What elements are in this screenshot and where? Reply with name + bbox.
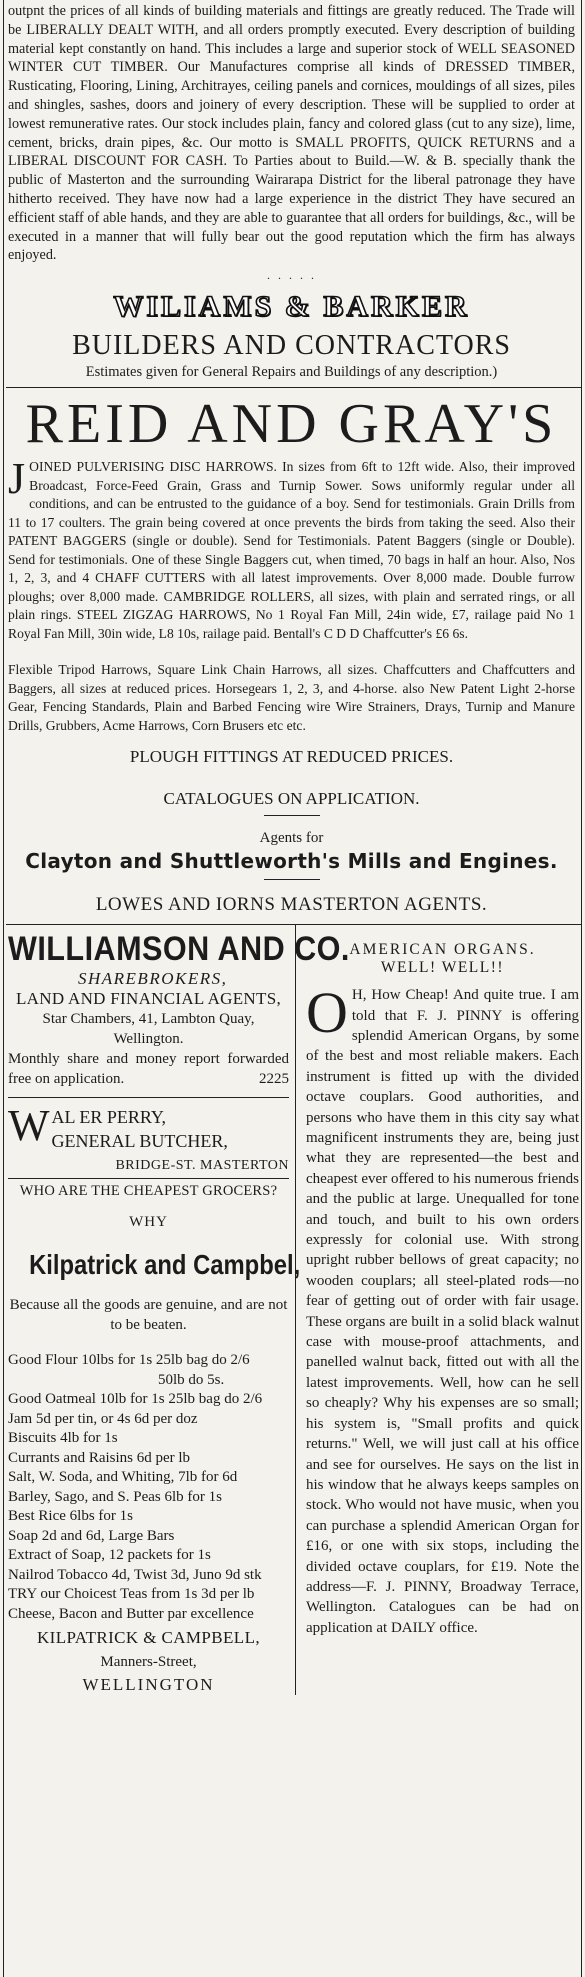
price-item: Soap 2d and 6d, Large Bars — [8, 1527, 175, 1544]
tripod-paragraph: Flexible Tripod Harrows, Square Link Chain Harrows, all sizes. Chaffcutters and Chaffcutters and Baggers, all sizes at reduced prices. Horsegears 1, 2, 3, and 4-horse. also New Patent Light 2-horse Gear, Fencing Standards, Plain and Barbed Fencing wire Wire Strainers, Drays, Turnip and Manure Drills, Grubbers, Acme Harrows, Corn Brusers etc etc. — [8, 662, 575, 733]
harrows-paragraph: OINED PULVERISING DISC HARROWS. In sizes from 6ft to 12ft wide. Also, their improved Broadcast, Force-Feed Grain, Grass and Turnip Sower. Sows uniformly regular under all conditions, and can be entrusted to the guidance of a boy. Send for testimonials. Grain Drills from 11 to 17 coulters. The grain being covered at once prevents the birds from taking the seed. Also their PATENT BAGGERS (single or double). Send for Testimonials. Patent Baggers (single or Double). Send for testimonials. One of these Single Baggers cut, when timed, 70 bags in half an hour. Also, Nos 1, 2, 3, and 4 CHAFF CUTTERS with all latest improvements. Over 8,000 made. Double furrow ploughs; over 8,000 made. CAMBRIDGE ROLLERS, all sizes, with plain and serrated rings, or all plain rings. STEEL ZIGZAG HARROWS, No 1 Royal Fan Mill, 24in wide, £7, railage paid No 1 Royal Fan Mill, 30in wide, L8 10s, railage paid. Bentall's C D D Chaffcutter's £6 6s. — [8, 459, 575, 641]
left-border-rule — [3, 0, 4, 1977]
lowes-iorns-line: LOWES AND IORNS MASTERTON AGENTS. — [95, 894, 488, 916]
sharebrokers-line: SHAREBROKERS, — [78, 969, 228, 989]
grocers-name: Kilpatrick and Campbel, — [29, 1249, 301, 1281]
price-item: Extract of Soap, 12 packets for 1s — [8, 1547, 211, 1564]
price-item: Good Flour 10lbs for 1s 25lb bag do 2/6 — [8, 1352, 250, 1369]
grocers-city: WELLINGTON — [82, 1675, 215, 1695]
perry-address: BRIDGE-ST. MASTERTON — [115, 1158, 289, 1174]
price-item: Barley, Sago, and S. Peas 6lb for 1s — [8, 1488, 222, 1505]
drop-cap-o: O — [306, 980, 348, 1046]
perry-title: GENERAL BUTCHER, — [51, 1131, 228, 1152]
williams-barker-ad — [6, 2, 581, 381]
two-column-section — [6, 924, 581, 1695]
organs-body: H, How Cheap! And quite true. I am told that F. J. PINNY is offering splendid American Organs, by some of the best and most reliable makers. Each instrument is fitted up with the divided octave couplars. Good authorities, and persons who have them in this city say what magnificent instruments they are, being just what they are represented—the best and cheapest ever offered to his numerous friends and the public at large. Unequalled for tone and touch, and built to his own orders expressly for colonial use. With strong upright rubber bellows of great capacity; no wooden couplars; all steel-plated rods—no fear of getting out of order with fair usage. These organs are built in a solid black walnut case with mouse-proof attachments, and panelled walnut back, fitted out with all the latest improvements. Well, how can he sell so cheaply? Why his expenses are so small; his system is, "Small profits and quick returns." Well, we will just call at his office and see for ourselves. He says on the list in his window that he always keeps samples on stock. Who would not have music, when you can purchase a splendid American Organ for £16, or one with six stops, including the divided octave couplars, for £19. Note the address—F. J. PINNY, Broadway Terrace, Wellington. Catalogues can be had on application at DAILY office. — [306, 987, 579, 1636]
grocers-ad — [8, 1183, 301, 1695]
organs-heading: AMERICAN ORGANS. — [349, 941, 536, 959]
timber-paragraph: outpnt the prices of all kinds of building materials and fittings are greatly reduced. The Trade will be LIBERALLY DEALT WITH, and all orders promptly executed. Every description of building material kept constantly on hand. This includes a large and superior stock of WELL SEASONED WINTER CUT TIMBER. Our Manufactures comprise all kinds of DRESSED TIMBER, Rusticating, Flooring, Lining, Architrayes, ceiling panels and cornices, mouldings of all sizes, piles and shingles, sashes, doors and joinery of every description. These will be supplied to order at lowest remunerative rates. Our stock includes plain, fancy and colored glass (cut to any size), lime, cement, bricks, drain pipes, &c. Our motto is SMALL PROFITS, QUICK RETURNS and a LIBERAL DISCOUNT FOR CASH. To Parties about to Build.—W. & B. specially thank the public of Masterton and the surrounding Wairarapa District for the liberal patronage they have hitherto received. They have now had a large experience in the district They have secured an efficient staff of able hands, and they are able to guarantee that all orders for buildings, &c., will be executed in a manner that will fully bear out the good reputation which the firm has always enjoyed. — [8, 3, 575, 264]
address-line-2: Wellington. — [113, 1031, 184, 1048]
price-item: Jam 5d per tin, or 4s 6d per doz — [8, 1410, 198, 1427]
grocers-because: Because all the goods are genuine, and are not to be beaten. — [9, 1297, 288, 1334]
organs-subheading: WELL! WELL!! — [380, 959, 505, 977]
ad-number: 2225 — [259, 1071, 289, 1088]
price-item: 50lb do 5s. — [158, 1371, 225, 1388]
price-item: Good Oatmeal 10lb for 1s 25lb bag do 2/6 — [8, 1391, 263, 1408]
price-item: Best Rice 6lbs for 1s — [8, 1508, 133, 1525]
harrows-copy — [8, 454, 575, 643]
price-item: Currants and Raisins 6d per lb — [8, 1449, 191, 1466]
organs-copy — [306, 980, 579, 1638]
section-divider — [6, 387, 581, 388]
price-list — [8, 1351, 289, 1624]
builders-heading: BUILDERS AND CONTRACTORS — [72, 330, 511, 362]
williamson-name: WILLIAMSON AND CO. — [8, 930, 350, 969]
organs-ad — [306, 941, 579, 1638]
perry-name: AL ER PERRY, — [51, 1107, 167, 1128]
grocers-why: WHY — [129, 1214, 168, 1231]
williamson-ad — [8, 930, 350, 1089]
perry-text-block — [52, 1104, 228, 1152]
left-column — [6, 925, 350, 1695]
right-border-rule — [581, 0, 582, 1977]
catalogues-line: CATALOGUES ON APPLICATION. — [163, 789, 420, 809]
price-item: TRY our Choicest Teas from 1s 3d per lb — [8, 1586, 255, 1603]
perry-ad — [8, 1101, 289, 1174]
address-line-1: Star Chambers, 41, Lambton Quay, — [42, 1011, 255, 1028]
perry-initial: W — [8, 1101, 50, 1151]
short-rule — [264, 815, 320, 816]
drop-cap-j: J — [8, 454, 26, 504]
clayton-line: Clayton and Shuttleworth's Mills and Engines. — [25, 849, 558, 874]
short-rule-2 — [264, 879, 320, 880]
perry-heading — [8, 1101, 289, 1152]
price-item: Cheese, Bacon and Butter par excellence — [8, 1605, 254, 1622]
agents-for: Agents for — [259, 830, 324, 847]
plough-fittings: PLOUGH FITTINGS AT REDUCED PRICES. — [129, 747, 454, 767]
report-body: Monthly share and money report forwarded free on application. — [8, 1051, 289, 1088]
report-text — [8, 1049, 289, 1089]
divider — [8, 1178, 289, 1179]
price-item: Biscuits 4lb for 1s — [8, 1430, 118, 1447]
ornament-dots: · · · · · — [266, 271, 317, 286]
reid-gray-title: REID AND GRAY'S — [25, 393, 558, 456]
price-item: Salt, W. Soda, and Whiting, 7lb for 6d — [8, 1469, 238, 1486]
land-financial-line: LAND AND FINANCIAL AGENTS, — [16, 989, 281, 1009]
estimates-line: Estimates given for General Repairs and Buildings of any description.) — [85, 364, 498, 381]
reid-gray-ad — [6, 394, 581, 916]
firm-name: WILIAMS & BARKER — [113, 290, 470, 324]
right-column — [296, 925, 581, 1695]
price-item: Nailrod Tobacco 4d, Twist 3d, Juno 9d stk — [8, 1566, 262, 1583]
grocers-question: WHO ARE THE CHEAPEST GROCERS? — [19, 1183, 278, 1200]
grocers-footer: KILPATRICK & CAMPBELL, — [36, 1628, 261, 1648]
divider — [8, 1097, 289, 1098]
grocers-street: Manners-Street, — [100, 1654, 197, 1671]
